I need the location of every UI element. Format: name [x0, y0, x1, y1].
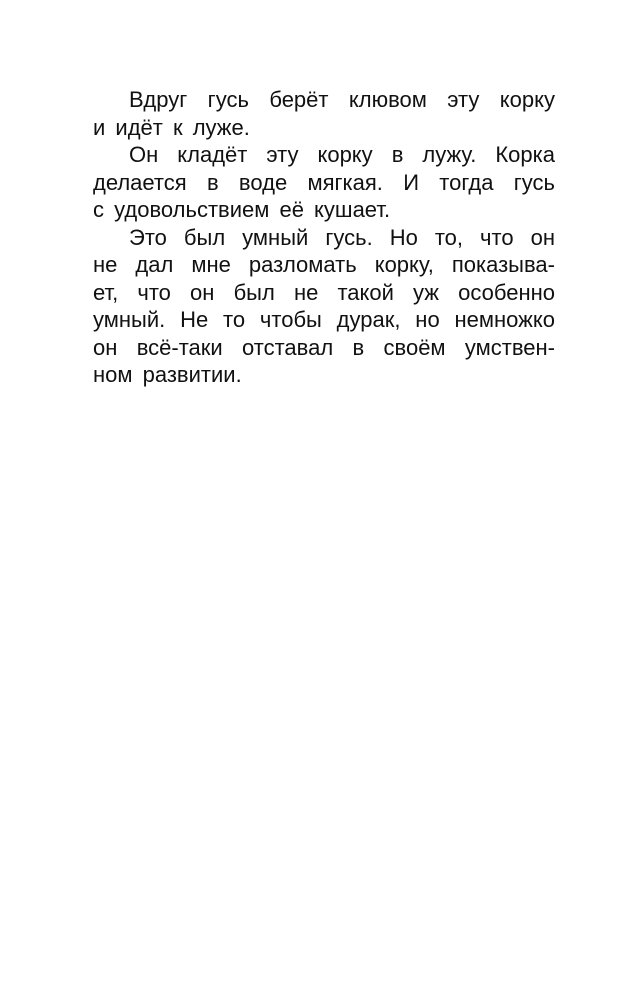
text-line: Он кладёт эту корку в лужу. Корка: [129, 142, 555, 167]
text-line: не дал мне разломать корку, показыва-: [93, 252, 555, 277]
text-line: Это был умный гусь. Но то, что он: [129, 224, 555, 250]
text-line: с удовольствием её кушает.: [93, 197, 391, 222]
text-line: он всё-таки отставал в своём умствен-: [93, 334, 555, 360]
text-line: умный. Не то чтобы дурак, но немножко: [93, 307, 555, 332]
text-line: и идёт к луже.: [93, 114, 250, 140]
body-text: [93, 86, 555, 389]
text-line: Вдруг гусь берёт клювом эту корку: [129, 87, 555, 112]
paragraph-2: [93, 141, 555, 224]
text-line: ном развитии.: [93, 362, 242, 387]
text-line: делается в воде мягкая. И тогда гусь: [93, 169, 555, 195]
text-line: ет, что он был не такой уж особенно: [93, 279, 555, 305]
paragraph-3: [93, 224, 555, 389]
paragraph-1: [93, 86, 555, 141]
